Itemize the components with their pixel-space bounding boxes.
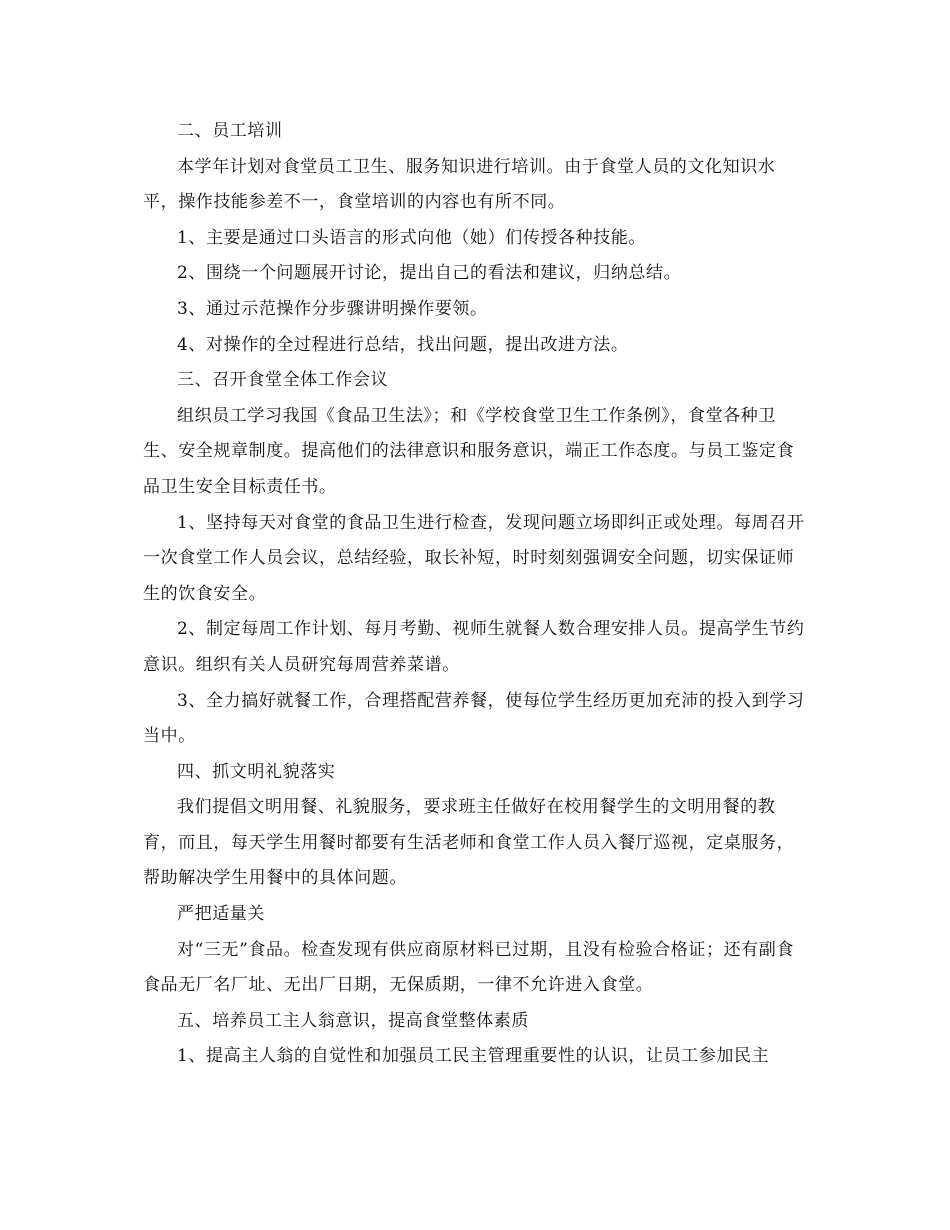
list-item-training-2: 2、围绕一个问题展开讨论，提出自己的看法和建议，归纳总结。 xyxy=(177,263,682,284)
subheading-quality-check: 严把适量关 xyxy=(177,904,265,925)
paragraph-civil-dining: 我们提倡文明用餐、礼貌服务，要求班主任做好在校用餐学生的文明用餐的教育，而且，每天学生用餐时都要有生活老师和食堂工作人员入餐厅巡视，定桌服务，帮助解决学生用餐中的具体问题。 xyxy=(143,797,795,889)
section-heading-civility: 四、抓文明礼貌落实 xyxy=(177,761,336,782)
list-item-training-4: 4、对操作的全过程进行总结，找出问题，提出改进方法。 xyxy=(177,334,629,355)
list-item-meeting-3: 3、全力搞好就餐工作，合理搭配营养餐，使每位学生经历更加充沛的投入到学习当中。 xyxy=(143,690,805,747)
section-heading-staff-meeting: 三、召开食堂全体工作会议 xyxy=(177,370,389,391)
list-item-training-3: 3、通过示范操作分步骤讲明操作要领。 xyxy=(177,298,488,319)
paragraph-training-plan: 本学年计划对食堂员工卫生、服务知识进行培训。由于食堂人员的文化知识水平，操作技能参差不一，食堂培训的内容也有所不同。 xyxy=(143,156,776,213)
section-heading-ownership: 五、培养员工主人翁意识，提高食堂整体素质 xyxy=(177,1010,529,1031)
list-item-meeting-1: 1、坚持每天对食堂的食品卫生进行检查，发现问题立场即纠正或处理。每周召开一次食堂工作人员会议，总结经验，取长补短，时时刻刻强调安全问题，切实保证师生的饮食安全。 xyxy=(143,512,805,604)
list-item-training-1: 1、主要是通过口头语言的形式向他（她）们传授各种技能。 xyxy=(177,227,647,248)
section-heading-staff-training: 二、员工培训 xyxy=(177,121,283,141)
list-item-meeting-2: 2、制定每周工作计划、每月考勤、视师生就餐人数合理安排人员。提高学生节约意识。组织有关人员研究每周营养菜谱。 xyxy=(143,619,805,675)
paragraph-three-no-products: 对“三无”食品。检查发现有供应商原材料已过期，且没有检验合格证；还有副食食品无厂名厂址、无出厂日期，无保质期，一律不允许进入食堂。 xyxy=(143,939,794,996)
list-item-ownership-1: 1、提高主人翁的自觉性和加强员工民主管理重要性的认识，让员工参加民主 xyxy=(177,1046,770,1067)
paragraph-regulations: 组织员工学习我国《食品卫生法》；和《学校食堂卫生工作条例》，食堂各种卫生、安全规章制度。提高他们的法律意识和服务意识，端正工作态度。与员工鉴定食品卫生安全目标责任书。 xyxy=(143,405,795,497)
